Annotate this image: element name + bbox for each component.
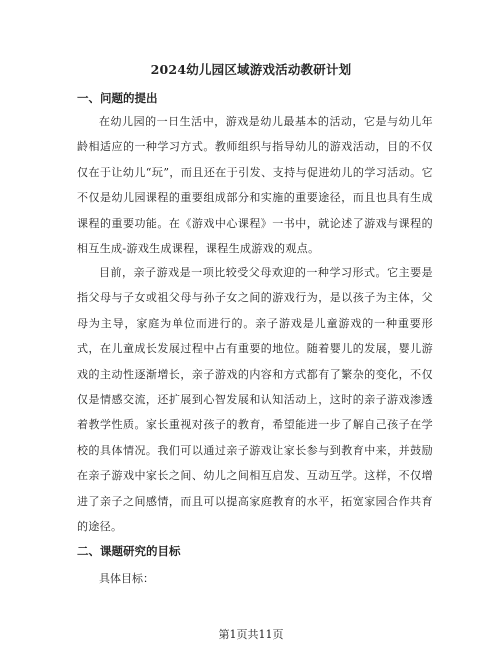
specific-objectives-label: 具体目标： bbox=[99, 572, 154, 585]
page-number-footer: 第1页共11页 bbox=[218, 628, 284, 641]
document-title: 2024幼儿园区域游戏活动教研计划 bbox=[150, 62, 352, 77]
paragraph-games-in-kindergarten: 在幼儿园的一日生活中，游戏是幼儿最基本的活动，它是与幼儿年龄相适应的一种学习方式。教师组织与指导幼儿的游戏活动，目的不仅仅在于让幼儿“玩”，而且还在于引发、支持与促进幼儿的学习活动。它不仅是幼儿园课程的重要组成部分和实施的重要途径，而且也具有生成课程的重要功能。在《游戏中心课程》一书中，就论述了游戏与课程的相互生成-游戏生成课程，课程生成游戏的观点。 bbox=[77, 115, 433, 256]
paragraph-parent-child-games: 目前，亲子游戏是一项比较受父母欢迎的一种学习形式。它主要是指父母与子女或祖父母与孙子女之间的游戏行为，是以孩子为主体，父母为主导，家庭为单位而进行的。亲子游戏是儿童游戏的一种重要形式，在儿童成长发展过程中占有重要的地位。随着婴儿的发展，婴儿游戏的主动性逐渐增长，亲子游戏的内容和方式都有了繁杂的变化，不仅仅是情感交流，还扩展到心智发展和认知活动上，这时的亲子游戏渗透着教学性质。家长重视对孩子的教育，希望能进一步了解自己孩子在学校的具体情况。我们可以通过亲子游戏让家长参与到教育中来，并鼓励在亲子游戏中家长之间、幼儿之间相互启发、互动互学。这样，不仅增进了亲子之间感情，而且可以提高家庭教育的水平，拓宽家园合作共育的途径。 bbox=[77, 266, 433, 534]
section-heading-problem: 一、问题的提出 bbox=[77, 91, 158, 105]
section-heading-objectives: 二、课题研究的目标 bbox=[77, 544, 181, 558]
